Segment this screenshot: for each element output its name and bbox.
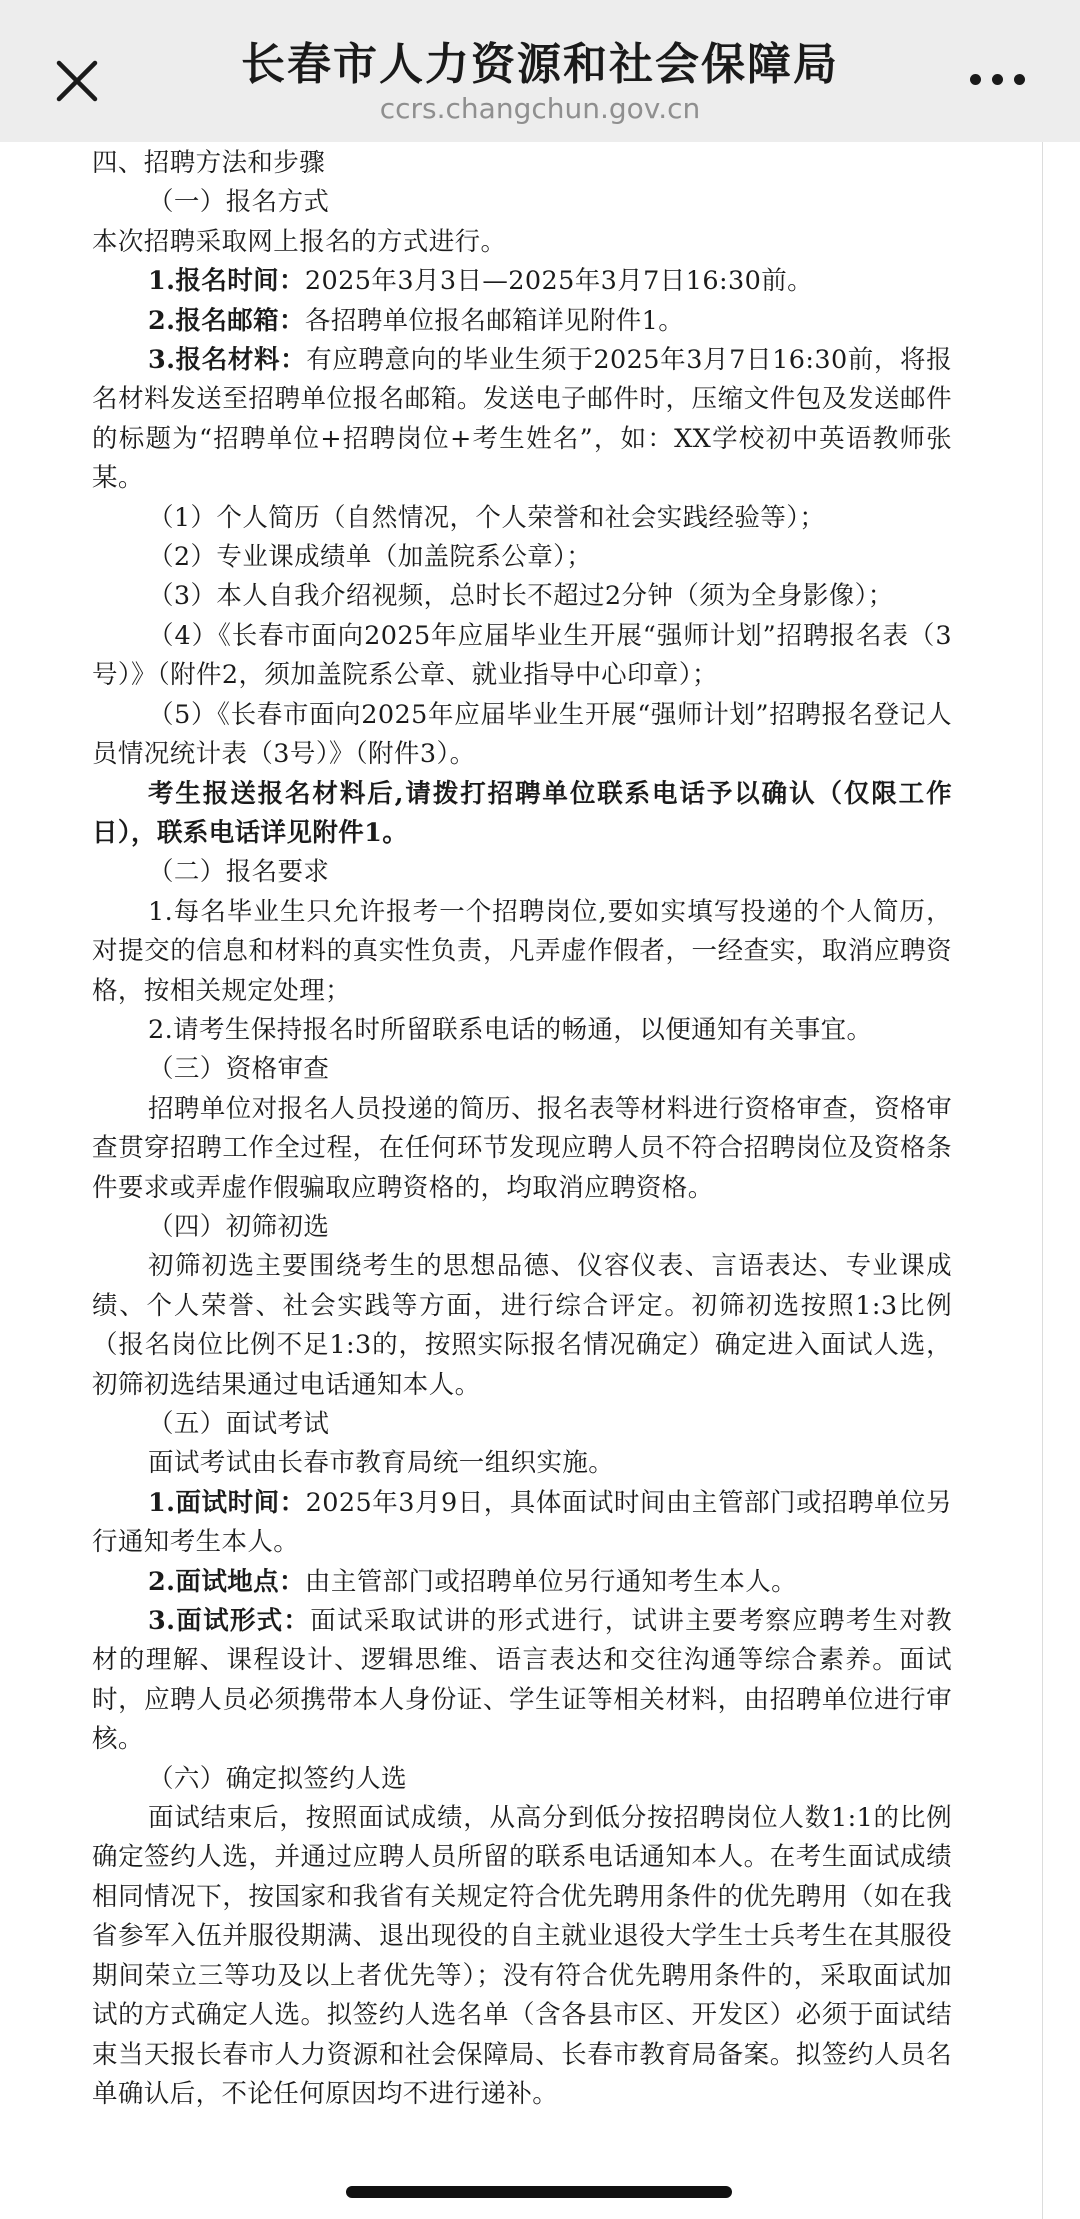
item-text: 有应聘意向的毕业生须于2025年3月7日16:30前，将报名材料发送至招聘单位报名邮箱。发送电子邮件时，压缩文件包及发送邮件的标题为“招聘单位+招聘岗位+考生姓名”，如：XX学校初中英语教师张某。 [92,345,953,494]
interview-format [92,1602,952,1760]
material-item: （2）专业课成绩单（加盖院系公章）； [148,542,593,573]
item-lead: 1.报名时间： [148,266,305,297]
page-domain: ccrs.changchun.gov.cn [379,92,701,125]
item-text: 面试采取试讲的形式进行，试讲主要考察应聘考生对教材的理解、课程设计、逻辑思维、语言表达和交往沟通等综合素养。面试时，应聘人员必须携带本人身份证、学生证等相关材料，由招聘单位进行审核。 [92,1606,953,1755]
sub-heading-requirements: （二）报名要求 [148,857,330,888]
requirement-item: 2.请考生保持报名时所留联系电话的畅通，以便通知有关事宜。 [148,1014,873,1045]
registration-email [92,302,952,341]
page-title: 长春市人力资源和社会保障局 [241,39,839,90]
paragraph: 面试结束后，按照面试成绩，从高分到低分按招聘岗位人数1:1的比例确定签约人选，并通过应聘人员所留的联系电话通知本人。在考生面试成绩相同情况下，按国家和我省有关规定符合优先聘用条件的优先聘用（如在我省参军入伍并服役期满、退出现役的自主就业退役大学生士兵考生在其服役期间荣立三等功及以上者优先等）；没有符合优先聘用条件的，采取面试加试的方式确定人选。拟签约人选名单（含各县市区、开发区）必须于面试结束当天报长春市人力资源和社会保障局、长春市教育局备案。拟签约人员名单确认后，不论任何原因均不进行递补。 [92,1803,952,2109]
material-item: （4）《长春市面向2025年应届毕业生开展“强师计划”招聘报名表（3号）》（附件2，须加盖院系公章、就业指导中心印章）； [92,620,952,691]
registration-materials [92,341,952,499]
paragraph: 本次招聘采取网上报名的方式进行。 [92,226,507,257]
article-body [92,142,952,2114]
item-lead: 1.面试时间： [148,1487,306,1518]
item-lead: 2.面试地点： [148,1566,305,1597]
item-lead: 3.面试形式： [148,1606,311,1637]
interview-location [92,1563,952,1602]
sub-heading-candidates: （六）确定拟签约人选 [148,1763,408,1794]
more-button[interactable] [968,70,1028,90]
section-heading: 四、招聘方法和步骤 [92,148,326,178]
item-lead: 3.报名材料： [148,345,307,376]
material-item: （1）个人简历（自然情况，个人荣誉和社会实践经验等）； [148,502,826,533]
registration-time [92,262,952,301]
item-text: 2025年3月3日—2025年3月7日16:30前。 [304,266,813,297]
contact-notice: 考生报送报名材料后,请拨打招聘单位联系电话予以确认（仅限工作日），联系电话详见附件1。 [92,778,952,848]
article-content[interactable] [0,142,1043,2219]
item-text: 2025年3月9日，具体面试时间由主管部门或招聘单位另行通知考生本人。 [92,1487,952,1558]
home-indicator[interactable] [346,2186,732,2198]
paragraph: 初筛初选主要围绕考生的思想品德、仪容仪表、言语表达、专业课成绩、个人荣誉、社会实践等方面，进行综合评定。初筛初选按照1:3比例（报名岗位比例不足1:3的，按照实际报名情况确定）确定进入面试人选，初筛初选结果通过电话通知本人。 [92,1251,952,1400]
close-button[interactable] [42,46,108,112]
item-lead: 2.报名邮箱： [148,305,305,336]
material-item: （5）《长春市面向2025年应届毕业生开展“强师计划”招聘报名登记人员情况统计表（3号）》（附件3）。 [92,699,952,770]
sub-heading-qualification: （三）资格审查 [148,1054,330,1085]
item-text: 各招聘单位报名邮箱详见附件1。 [304,305,685,336]
interview-time [92,1484,952,1563]
close-icon [42,46,108,112]
sub-heading-registration-method: （一）报名方式 [148,187,330,218]
paragraph: 面试考试由长春市教育局统一组织实施。 [148,1448,615,1479]
top-nav-bar [0,0,1080,142]
material-item: （3）本人自我介绍视频，总时长不超过2分钟（须为全身影像）； [148,581,894,612]
sub-heading-screening: （四）初筛初选 [148,1211,330,1242]
paragraph: 招聘单位对报名人员投递的简历、报名表等材料进行资格审查，资格审查贯穿招聘工作全过程，在任何环节发现应聘人员不符合招聘岗位及资格条件要求或弄虚作假骗取应聘资格的，均取消应聘资格。 [92,1093,952,1203]
item-text: 由主管部门或招聘单位另行通知考生本人。 [304,1566,798,1597]
sub-heading-interview: （五）面试考试 [148,1409,330,1439]
requirement-item: 1.每名毕业生只允许报考一个招聘岗位,要如实填写投递的个人简历，对提交的信息和材料的真实性负责，凡弄虚作假者，一经查实，取消应聘资格，按相关规定处理； [92,896,952,1006]
